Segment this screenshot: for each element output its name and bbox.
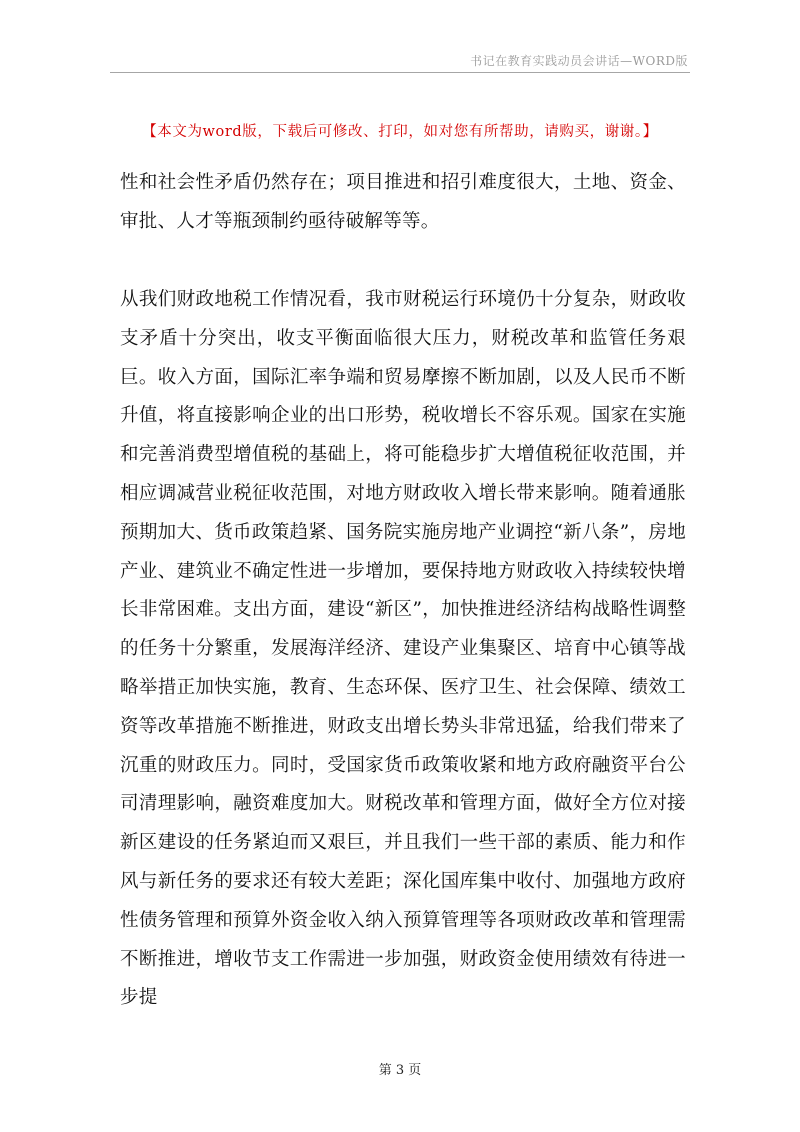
body-paragraph-1: 性和社会性矛盾仍然存在；项目推进和招引难度很大，土地、资金、审批、人才等瓶颈制约亟待破解等等。 [120, 172, 686, 232]
download-notice: 【本文为word版，下载后可修改、打印，如对您有所帮助，请购买，谢谢。】 [142, 124, 658, 140]
body-paragraph-2: 从我们财政地税工作情况看，我市财税运行环境仍十分复杂，财政收支矛盾十分突出，收支平衡面临很大压力，财税改革和监管任务艰巨。收入方面，国际汇率争端和贸易摩擦不断加剧，以及人民币不断升值，将直接影响企业的出口形势，税收增长不容乐观。国家在实施和完善消费型增值税的基础上，将可能稳步扩大增值税征收范围，并相应调减营业税征收范围，对地方财政收入增长带来影响。随着通胀预期加大、货币政策趋紧、国务院实施房地产业调控“新八条”，房地产业、建筑业不确定性进一步增加，要保持地方财政收入持续较快增长非常困难。支出方面，建设“新区”，加快推进经济结构战略性调整的任务十分繁重，发展海洋经济、建设产业集聚区、培育中心镇等战略举措正加快实施，教育、生态环保、医疗卫生、社会保障、绩效工资等改革措施不断推进，财政支出增长势头非常迅猛，给我们带来了沉重的财政压力。同时，受国家货币政策收紧和地方政府融资平台公司清理影响，融资难度加大。财税改革和管理方面，做好全方位对接新区建设的任务紧迫而又艰巨，并且我们一些干部的素质、能力和作风与新任务的要求还有较大差距；深化国库集中收付、加强地方政府性债务管理和预算外资金收入纳入预算管理等各项财政改革和管理需不断推进，增收节支工作需进一步加强，财政资金使用绩效有待进一步提 [120, 289, 686, 1009]
document-header-title: 书记在教育实践动员会讲话—WORD版 [470, 54, 688, 68]
page-number: 第 3 页 [378, 1063, 422, 1078]
header-divider [110, 72, 690, 73]
